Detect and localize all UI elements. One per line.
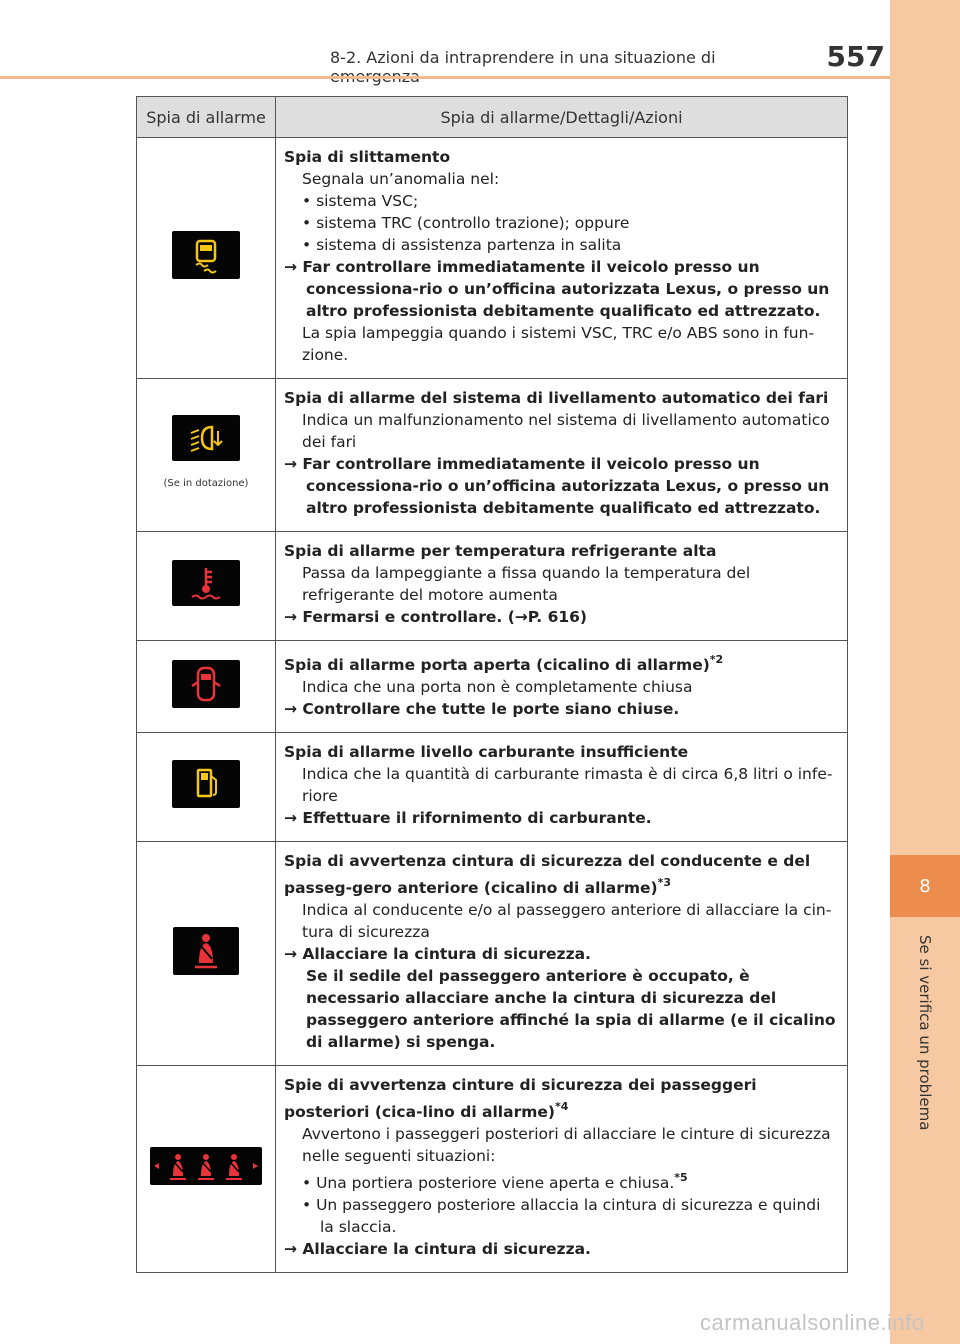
- table-row: [137, 379, 848, 532]
- details-cell: [276, 733, 848, 842]
- warning-title: Spia di avvertenza cintura di sicurezza del conducente e del passeg-gero anteriore (cicalino di allarme)$^{*3}$: [284, 852, 811, 897]
- door-open-icon: [172, 660, 240, 708]
- details-cell: [276, 379, 848, 532]
- icon-cell: [137, 379, 276, 532]
- chapter-number-tab[interactable]: 8: [890, 855, 960, 917]
- warning-title: Spia di allarme livello carburante insufficiente: [284, 743, 689, 761]
- table-row: [137, 138, 848, 379]
- icon-cell: [137, 733, 276, 842]
- table-header-row: [137, 97, 848, 138]
- warning-description: Indica che una porta non è completamente chiusa: [302, 678, 693, 696]
- warning-action: → Controllare che tutte le porte siano chiuse.: [284, 700, 680, 718]
- warning-description: Indica un malfunzionamento nel sistema di livellamento automatico dei fari: [302, 411, 830, 451]
- details-cell: [276, 1066, 848, 1273]
- warning-title: Spia di slittamento: [284, 148, 451, 166]
- coolant-temperature-icon: [172, 560, 240, 606]
- warning-action: → Effettuare il rifornimento di carburante.: [284, 809, 652, 827]
- details-cell: [276, 138, 848, 379]
- icon-cell: [137, 1066, 276, 1273]
- column-header: Spia di allarme: [137, 97, 276, 138]
- warning-description: Indica che la quantità di carburante rimasta è di circa 6,8 litri o infe-riore: [302, 765, 833, 805]
- watermark: carmanualsonline.info: [700, 1310, 925, 1335]
- list-item: • sistema TRC (controllo trazione); oppure: [302, 214, 630, 232]
- table-row: [137, 641, 848, 733]
- list-item: • sistema di assistenza partenza in salita: [302, 236, 622, 254]
- chapter-title: Se si verifica un problema: [916, 935, 934, 1131]
- fuel-pump-icon: [172, 760, 240, 808]
- warning-lights-table: [136, 96, 848, 1273]
- page-number: 557: [826, 40, 885, 73]
- warning-description: Indica al conducente e/o al passeggero anteriore di allacciare la cin-tura di sicurezza: [302, 901, 832, 941]
- table-row: [137, 733, 848, 842]
- warning-description: Segnala un’anomalia nel:: [302, 170, 500, 188]
- warning-title: Spia di allarme del sistema di livellamento automatico dei fari: [284, 389, 829, 407]
- column-header: Spia di allarme/Dettagli/Azioni: [276, 97, 848, 138]
- warning-title: Spia di allarme per temperatura refrigerante alta: [284, 542, 717, 560]
- icon-cell: [137, 641, 276, 733]
- list-item: • Un passeggero posteriore allaccia la cintura di sicurezza e quindi la slaccia.: [302, 1196, 821, 1236]
- table-row: [137, 1066, 848, 1273]
- details-cell: [276, 532, 848, 641]
- warning-action-detail: Se il sedile del passeggero anteriore è occupato, è necessario allacciare anche la cintura di sicurezza del passeggero anteriore affinché la spia di allarme (e il cicalino di allarme) si spenga.: [306, 967, 836, 1051]
- details-cell: [276, 842, 848, 1066]
- warning-description: Avvertono i passeggeri posteriori di allacciare le cinture di sicurezza nelle seguenti situazioni:: [302, 1125, 831, 1165]
- list-item: • sistema VSC;: [302, 192, 419, 210]
- warning-extra-note: La spia lampeggia quando i sistemi VSC, TRC e/o ABS sono in fun-zione.: [302, 324, 815, 364]
- slip-indicator-icon: [172, 231, 240, 279]
- warning-description: Passa da lampeggiante a fissa quando la temperatura del refrigerante del motore aumenta: [302, 564, 751, 604]
- warning-title: Spia di allarme porta aperta (cicalino di allarme)$^{*2}$: [284, 653, 724, 674]
- seatbelt-icon: [173, 927, 239, 975]
- table-row: [137, 532, 848, 641]
- table-row: [137, 842, 848, 1066]
- optional-equipment-note: (Se in dotazione): [163, 478, 249, 489]
- details-cell: [276, 641, 848, 733]
- warning-action: → Allacciare la cintura di sicurezza.: [284, 945, 591, 963]
- icon-cell: [137, 842, 276, 1066]
- icon-cell: [137, 532, 276, 641]
- header-title: 8-2. Azioni da intraprendere in una situazione di: [330, 48, 716, 67]
- headlight-leveling-icon: [172, 415, 240, 461]
- header-divider: [0, 76, 890, 79]
- warning-action: → Fermarsi e controllare. (→P. 616): [284, 608, 588, 626]
- rear-seatbelt-icon: [150, 1147, 262, 1185]
- warning-action: → Far controllare immediatamente il veicolo presso un concessiona-rio o un’officina autorizzata Lexus, o presso un altro professionista debitamente qualificato ed attrezzato.: [284, 455, 830, 517]
- warning-action: → Far controllare immediatamente il veicolo presso un concessiona-rio o un’officina autorizzata Lexus, o presso un altro professionista debitamente qualificato ed attrezzato.: [284, 258, 830, 320]
- warning-action: → Allacciare la cintura di sicurezza.: [284, 1240, 591, 1258]
- list-item: • Una portiera posteriore viene aperta e chiusa.$^{*5}$: [302, 1171, 688, 1192]
- warning-title: Spie di avvertenza cinture di sicurezza dei passeggeri posteriori (cica-lino di allarme)$^{*4}$: [284, 1076, 757, 1121]
- icon-cell: [137, 138, 276, 379]
